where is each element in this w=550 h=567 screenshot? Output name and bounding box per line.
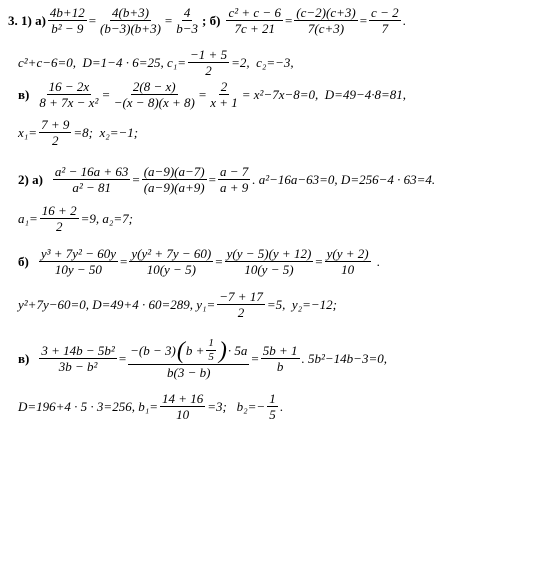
fraction: $\frac{14 + 16}{10}$ (162, 391, 204, 422)
solution-line-2b: б) $\frac{\text{y³ + 7y² − 60y}}{10y - 50}$ = $\frac{\text{y(y² + 7y − 60)}}{10(y - 5)}$ = $\frac{y(y - 5)(y + 12)}{10(y - 5)}$ = $\frac{y(y + 2)}{10}$ . (18, 246, 380, 277)
fraction: $\frac{\text{3 + 14b − 5b²}}{\text{3b − b²}}$ (41, 343, 115, 374)
fraction: $\frac{\text{a² − 16a + 63}}{\text{a² − 81}}$ (54, 164, 129, 195)
fraction: $\frac{(c-2)(c+3)}{7(c+3)}$ (296, 5, 356, 36)
fraction: $\frac{a - 7}{a + 9}$ (219, 164, 249, 195)
solution-line-10: D=196+4 · 5 · 3=256, b₁= $\frac{14 + 16}{10}$ =3; b₂=− $\frac{1}{5}$ . (18, 391, 283, 422)
solution-line-2v: в) $\frac{\text{3 + 14b − 5b²}}{\text{3b − b²}}$ = −(b − 3) ( b + $\frac{1}{5}$ ) · 5a b(3 − b) = $\frac{5b + 1}{b}$ . 5b²−14b−3=0, (18, 337, 387, 380)
fraction: $\frac{7 + 9}{2}$ (41, 117, 70, 148)
solution-line-1v: в) $\frac{16 - 2x}{\text{8 + 7x − x²}}$ = $\frac{2(8 - x)}{-(x - 8)(x + 8)}$ = $\frac{2}{x + 1}$ = x²−7x−8=0, D=49−4·8=81, (18, 79, 406, 110)
fraction: $\frac{(a-9)(a-7)}{(a-9)(a+9)}$ (143, 164, 205, 195)
solution-line-2a: 2) а) $\frac{\text{a² − 16a + 63}}{\text{a² − 81}}$ = $\frac{(a-9)(a-7)}{(a-9)(a+9)}$ = $\frac{a - 7}{a + 9}$ . a²−16a−63=0, D=256−4 · 63=4. (18, 164, 436, 195)
solution-line-8: y²+7y−60=0, D=49+4 · 60=289, y₁= $\frac{-7 + 17}{2}$ =5, y₂=−12; (18, 289, 338, 320)
fraction: $\frac{2(8 - x)}{-(x - 8)(x + 8)}$ (113, 79, 195, 110)
solution-line-1a: 3. 1) а) $\frac{4b+12}{\text{b² − 9}}$ = $\frac{4(b+3)}{(b-3)(b+3)}$ = $\frac{4}{b-3}$ ; б) $\frac{\text{c² + c − 6}}{7c + 21}$ = $\frac{(c-2)(c+3)}{7(c+3)}$ = $\frac{c - 2}{7}$ . (8, 5, 406, 36)
solution-line-4: x₁= $\frac{7 + 9}{2}$ =8; x₂=−1; (18, 117, 139, 148)
fraction: $\frac{5b + 1}{b}$ (262, 343, 298, 374)
part-separator: ; б) (202, 13, 221, 28)
fraction: $\frac{4}{b-3}$ (176, 5, 199, 36)
problem-label: 3. 1) а) (8, 13, 46, 28)
fraction: $\frac{y(y - 5)(y + 12)}{10(y - 5)}$ (226, 246, 312, 277)
fraction: $\frac{\text{y(y² + 7y − 60)}}{10(y - 5)}$ (131, 246, 212, 277)
fraction: $\frac{16 - 2x}{\text{8 + 7x − x²}}$ (39, 79, 99, 110)
fraction: $\frac{-1 + 5}{2}$ (190, 47, 228, 78)
solution-line-6: a₁= $\frac{16 + 2}{2}$ =9, a₂=7; (18, 203, 133, 234)
fraction: $\frac{4(b+3)}{(b-3)(b+3)}$ (100, 5, 161, 36)
fraction: $\frac{1}{5}$ (208, 337, 214, 363)
fraction: $\frac{4b+12}{\text{b² − 9}}$ (49, 5, 85, 36)
fraction: $\frac{16 + 2}{2}$ (41, 203, 77, 234)
fraction: −(b − 3) ( b + $\frac{1}{5}$ ) · 5a b(3 − b) (130, 337, 248, 380)
fraction: $\frac{2}{x + 1}$ (210, 79, 238, 110)
fraction: $\frac{-7 + 17}{2}$ (219, 289, 263, 320)
solution-line-2: c²+c−6=0, D=1−4 · 6=25, c₁= $\frac{-1 + 5}{2}$ =2, c₂=−3, (18, 47, 294, 78)
fraction: $\frac{\text{y³ + 7y² − 60y}}{10y - 50}$ (40, 246, 116, 277)
fraction: $\frac{\text{c² + c − 6}}{7c + 21}$ (228, 5, 281, 36)
fraction: $\frac{c - 2}{7}$ (371, 5, 399, 36)
fraction: $\frac{1}{5}$ (269, 391, 276, 422)
fraction: $\frac{y(y + 2)}{10}$ (326, 246, 369, 277)
